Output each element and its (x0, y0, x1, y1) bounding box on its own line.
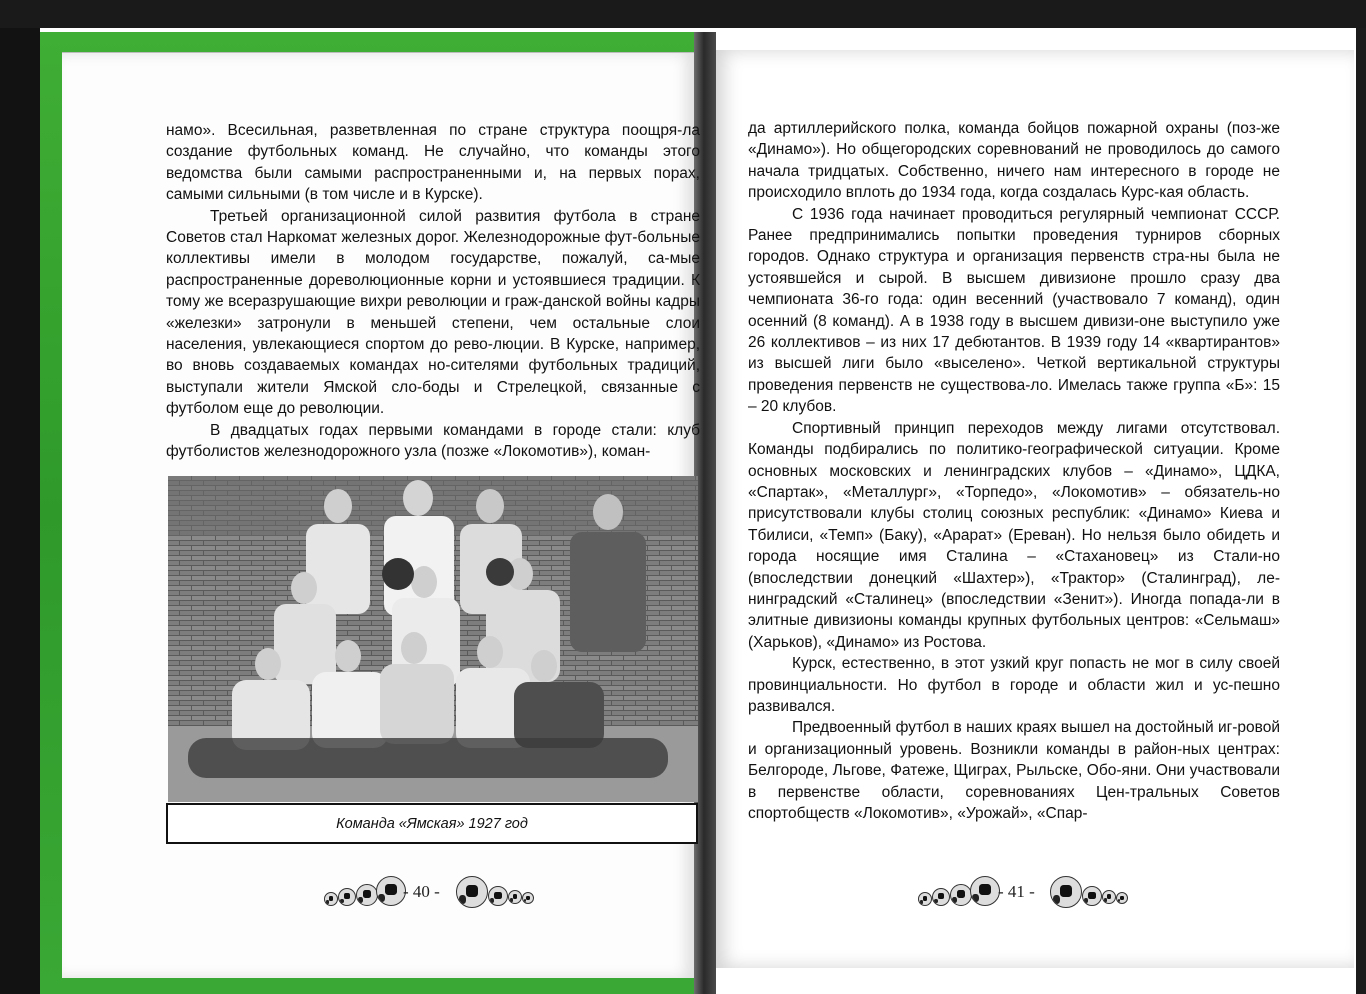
soccer-ball-icon (918, 892, 932, 906)
scanner-right-shadow (1356, 28, 1366, 994)
right-paragraph-4: Курск, естественно, в этот узкий круг попасть не мог в силу своей провинциальности. Но футбол в городе и области жил и ус-пешно развивался. (748, 655, 1280, 715)
soccer-ball-icon (1082, 886, 1102, 906)
soccer-ball-icon (970, 876, 1000, 906)
left-paragraph-2: Третьей организационной силой развития футбола в стране Советов стал Наркомат железных дорог. Железнодорожные фут-больные коллективы имели в молодом государстве, пожалуй, са-мые распространенные дореволюционные корни и устоявшиеся традиции. К тому же всеразрушающие вихри революции и граж-данской войны кадры «железки» затронули в меньшей степени, чем остальные слои населения, увлекающиеся спортом до рево-люции. В Курске, например, во вновь создаваемых командах но-сителями футбольных традиций, выступали жители Ямской сло-боды и Стрелецкой, связанные с футболом еще до революции. (166, 207, 700, 418)
photo-caption: Команда «Ямская» 1927 год (336, 815, 528, 832)
left-paragraph-3: В двадцатых годах первыми командами в городе стали: клуб футболистов железнодорожного узла (позже «Локомотив»), коман- (166, 421, 700, 461)
left-footer-balls-right (456, 874, 536, 910)
photo-caption-box (166, 803, 698, 844)
right-paragraph-5: Предвоенный футбол в наших краях вышел на достойный иг-ровой и организационный уровень. Возникли команды в район-ных центрах: Белгороде, Льгове, Фатеже, Щиграх, Рыльске, Обо-яни. Они участвовали в первенстве области, соревнованиях Цен-тральных Советов спортобществ «Локомотив», «Урожай», «Спар- (748, 719, 1280, 822)
right-page-text (748, 118, 1280, 824)
left-page-number: - 40 - (403, 882, 440, 901)
soccer-ball-icon (456, 876, 488, 908)
right-footer-balls-left (918, 874, 998, 910)
team-photo-image (168, 476, 698, 802)
left-page-text (166, 120, 700, 463)
right-footer-balls-right (1050, 874, 1130, 910)
soccer-ball-icon (324, 892, 338, 906)
left-paragraph-1: намо». Всесильная, разветвленная по стране структура поощря-ла создание футбольных команд. Не случайно, что команды этого ведомства были самыми распространенными и, на первых порах, самыми сильными (в том числе и в Курске). (166, 122, 700, 204)
left-footer-balls-left (324, 874, 404, 910)
soccer-ball-icon (376, 876, 406, 906)
soccer-ball-icon (338, 888, 356, 906)
right-page-number: - 41 - (998, 882, 1035, 901)
right-paragraph-1: да артиллерийского полка, команда бойцов пожарной охраны (поз-же «Динамо»). Но общегородских соревнований не проводилось до самого начала тридцатых. Собственно, ничего нам интересного в городе не происходило вплоть до 1934 года, когда создалась Курс-кая область. (748, 120, 1280, 202)
right-paragraph-2: С 1936 года начинает проводиться регулярный чемпионат СССР. Ранее предпринимались попытки проведения турниров сборных городов. Однако структура и организация первенств стра-ны была не устоявшейся и сырой. В высшем дивизионе прошло сразу два чемпионата 36-го года: один весенний (участвовало 7 команд), один осенний (8 команд). А в 1938 году в высшем дивизи-оне выступило уже 26 коллективов – из них 17 дебютантов. В 1939 году 14 «квартирантов» из высшей лиги было «выселено». Четкой вертикальной структуры проведения первенств не существова-ло. Имелась также группа «Б»: 15 – 20 клубов. (748, 205, 1280, 416)
soccer-ball-icon (356, 884, 378, 906)
scanner-left-shadow (0, 28, 40, 994)
soccer-ball-icon (1050, 876, 1082, 908)
right-paragraph-3: Спортивный принцип переходов между лигами отсутствовал. Команды подбирались по политико-географической ситуации. Кроме основных московских и ленинградских клубов – «Динамо», ЦДКА, «Спартак», «Металлург», «Торпедо», «Локомотив» – обязатель-но присутствовали клубы столиц союзных республик: «Динамо» Киева и Тбилиси, «Темп» (Баку), «Арарат» (Ереван). Но нельзя было обидеть и города носящие имя Сталина – «Стахановец» из Стали-но (впоследствии донецкий «Шахтер»), «Трактор» (Сталинград), ле-нинградский «Сталинец» (впоследствии «Зенит»). Иногда попада-ли в элитные дивизионы команды крупных футбольных центров: «Сельмаш» (Харьков), «Динамо» из Ростова. (748, 419, 1280, 651)
soccer-ball-icon (508, 890, 522, 904)
scanner-top-shadow (0, 0, 1366, 28)
soccer-ball-icon (522, 892, 534, 904)
soccer-ball-icon (932, 888, 950, 906)
soccer-ball-icon (488, 886, 508, 906)
team-photo (168, 476, 698, 802)
soccer-ball-icon (950, 884, 972, 906)
soccer-ball-icon (1102, 890, 1116, 904)
soccer-ball-icon (1116, 892, 1128, 904)
